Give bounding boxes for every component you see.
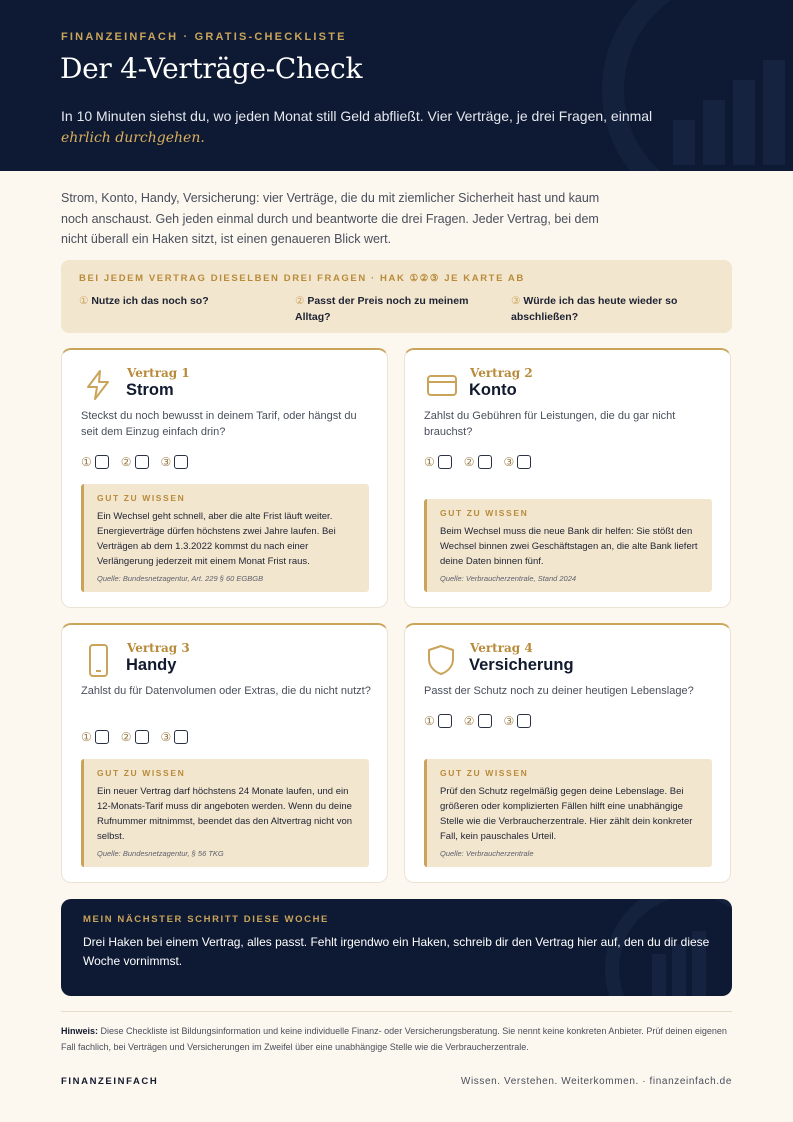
contract-question: Zahlst du für Datenvolumen oder Extras, die du nicht nutzt? xyxy=(81,685,371,697)
source-note: Quelle: Verbraucherzentrale xyxy=(440,849,534,858)
question-text: Nutze ich das noch so? xyxy=(91,295,209,307)
question-number: ② xyxy=(295,295,305,307)
source-note: Quelle: Bundesnetzagentur, Art. 229 § 60 EGBGB xyxy=(97,574,264,583)
credit-card-icon xyxy=(426,368,458,402)
check-2[interactable] xyxy=(121,730,149,744)
contract-name: Strom xyxy=(126,381,174,399)
checkbox-row xyxy=(424,455,531,469)
checkbox[interactable] xyxy=(135,455,149,469)
checkbox[interactable] xyxy=(478,714,492,728)
checkbox[interactable] xyxy=(438,714,452,728)
good-to-know-box xyxy=(81,759,369,867)
checkbox[interactable] xyxy=(174,455,188,469)
check-number: ① xyxy=(424,714,435,728)
footer-divider xyxy=(61,1011,732,1012)
check-number: ② xyxy=(463,455,475,469)
check-3[interactable] xyxy=(504,455,532,469)
good-to-know-heading: GUT ZU WISSEN xyxy=(440,768,529,778)
intro-emphasis: ehrlich durchgehen. xyxy=(61,130,205,146)
check-number: ③ xyxy=(503,714,515,728)
check-1[interactable] xyxy=(424,455,452,469)
question-item xyxy=(511,293,711,325)
checkbox[interactable] xyxy=(517,714,531,728)
questions-heading: BEI JEDEM VERTRAG DIESELBEN DREI FRAGEN · HAK ①②③ JE KARTE AB xyxy=(79,273,525,284)
contract-name: Handy xyxy=(126,656,177,674)
check-number: ① xyxy=(81,730,92,744)
checkbox-row xyxy=(424,714,531,728)
question-item xyxy=(79,293,279,309)
source-note: Quelle: Bundesnetzagentur, § 56 TKG xyxy=(97,849,224,858)
check-1[interactable] xyxy=(424,714,452,728)
checkbox[interactable] xyxy=(95,730,109,744)
checkbox[interactable] xyxy=(478,455,492,469)
check-number: ① xyxy=(81,455,92,469)
question-text: Passt der Preis noch zu meinem Alltag? xyxy=(295,295,469,323)
contract-label: Vertrag 3 xyxy=(127,641,190,655)
check-number: ① xyxy=(424,455,435,469)
check-number: ② xyxy=(120,455,132,469)
question-item xyxy=(295,293,485,325)
checkbox-row xyxy=(81,455,188,469)
check-number: ③ xyxy=(160,730,172,744)
contract-question: Steckst du noch bewusst in deinem Tarif, oder hängst du seit dem Einzug einfach drin? xyxy=(81,410,357,438)
good-to-know-heading: GUT ZU WISSEN xyxy=(440,508,529,518)
check-number: ② xyxy=(463,714,475,728)
contract-card-strom xyxy=(61,348,388,608)
good-to-know-box xyxy=(424,499,712,592)
check-2[interactable] xyxy=(121,455,149,469)
good-to-know-text: Ein Wechsel geht schnell, aber die alte Frist läuft weiter. Energieverträge dürfen höchstens zwei Jahre laufen. Bei Verträgen ab dem 1.3.2022 kommst du nach einer Verlängerung jederzeit mit einem Monat Frist raus. xyxy=(97,511,336,567)
intro-main: In 10 Minuten siehst du, wo jeden Monat still Geld abfließt. Vier Verträge, je drei Fragen, einmal xyxy=(61,108,653,124)
contract-card-handy xyxy=(61,623,388,883)
check-number: ② xyxy=(120,730,132,744)
page-title: Der 4-Verträge-Check xyxy=(60,52,363,85)
check-number: ③ xyxy=(160,455,172,469)
contract-name: Konto xyxy=(469,381,517,399)
good-to-know-box xyxy=(81,484,369,592)
questions-box xyxy=(61,260,732,333)
header-banner xyxy=(0,0,793,171)
footer-tagline[interactable]: Wissen. Verstehen. Weiterkommen. · finanzeinfach.de xyxy=(460,1076,732,1087)
check-2[interactable] xyxy=(464,714,492,728)
question-text: Würde ich das heute wieder so abschließen? xyxy=(511,295,678,323)
next-step-heading: MEIN NÄCHSTER SCHRITT DIESE WOCHE xyxy=(83,914,329,925)
checkbox[interactable] xyxy=(95,455,109,469)
good-to-know-heading: GUT ZU WISSEN xyxy=(97,493,186,503)
disclaimer xyxy=(61,1023,741,1055)
checkbox-row xyxy=(81,730,188,744)
good-to-know-text: Beim Wechsel muss die neue Bank dir helfen: Sie stößt den Wechsel binnen zwei Geschäftstagen an, die alte Bank liefert deine Daten binnen fünf. xyxy=(440,526,698,567)
good-to-know-text: Prüf den Schutz regelmäßig gegen deine Lebenslage. Bei größeren oder komplizierten Fällen hilft eine unabhängige Stelle wie die Verbraucherzentrale. Hier zählt dein konkreter Fall, kein pauschales Urteil. xyxy=(440,786,693,842)
question-number: ③ xyxy=(511,295,521,307)
contract-label: Vertrag 1 xyxy=(127,366,190,380)
contract-card-konto xyxy=(404,348,731,608)
checkbox[interactable] xyxy=(135,730,149,744)
disclaimer-text: Diese Checkliste ist Bildungsinformation und keine individuelle Finanz- oder Versicherungsberatung. Sie nennt keine konkreten Anbieter. Prüf deinen eigenen Fall fachlich, bei Verträgen und Versicherungen im Zweifel über eine unabhängige Stelle wie die Verbraucherzentrale. xyxy=(61,1026,727,1052)
check-2[interactable] xyxy=(464,455,492,469)
brand-name: FINANZEINFACH xyxy=(61,1076,159,1087)
smartphone-icon xyxy=(83,643,113,679)
contract-question: Zahlst du Gebühren für Leistungen, die du gar nicht brauchst? xyxy=(424,410,676,438)
good-to-know-heading: GUT ZU WISSEN xyxy=(97,768,186,778)
contract-question: Passt der Schutz noch zu deiner heutigen Lebenslage? xyxy=(424,685,694,697)
lightning-icon xyxy=(83,368,113,402)
lead-paragraph: Strom, Konto, Handy, Versicherung: vier Verträge, die du mit ziemlicher Sicherheit hast und kaum noch anschaust. Geh jeden einmal durch und beantworte die drei Fragen. Jeder Vertrag, bei dem nicht überall ein Haken sitzt, ist einen genaueren Blick wert. xyxy=(61,191,600,246)
checkbox[interactable] xyxy=(174,730,188,744)
check-3[interactable] xyxy=(161,455,189,469)
check-3[interactable] xyxy=(161,730,189,744)
next-step-box xyxy=(61,899,732,996)
contract-card-versicherung xyxy=(404,623,731,883)
contract-label: Vertrag 4 xyxy=(470,641,533,655)
intro-text xyxy=(61,106,701,149)
contract-name: Versicherung xyxy=(469,656,574,674)
good-to-know-box xyxy=(424,759,712,867)
check-1[interactable] xyxy=(81,730,109,744)
question-number: ① xyxy=(79,295,89,307)
contract-label: Vertrag 2 xyxy=(470,366,533,380)
next-step-text: Drei Haken bei einem Vertrag, alles passt. Fehlt irgendwo ein Haken, schreib dir den Vertrag hier auf, den du dir diese Woche vornimmst. xyxy=(83,935,710,968)
eyebrow-label: FINANZEINFACH · GRATIS-CHECKLISTE xyxy=(61,31,347,43)
good-to-know-text: Ein neuer Vertrag darf höchstens 24 Monate laufen, und ein 12-Monats-Tarif muss dir angeboten werden. Wenn du deine Rufnummer mitnimmst, beendet das den Altvertrag nicht von selbst. xyxy=(97,786,353,842)
check-number: ③ xyxy=(503,455,515,469)
check-1[interactable] xyxy=(81,455,109,469)
checkbox[interactable] xyxy=(438,455,452,469)
disclaimer-label: Hinweis: xyxy=(61,1026,99,1036)
checkbox[interactable] xyxy=(517,455,531,469)
check-3[interactable] xyxy=(504,714,532,728)
source-note: Quelle: Verbraucherzentrale, Stand 2024 xyxy=(440,574,577,583)
shield-icon xyxy=(426,643,456,677)
